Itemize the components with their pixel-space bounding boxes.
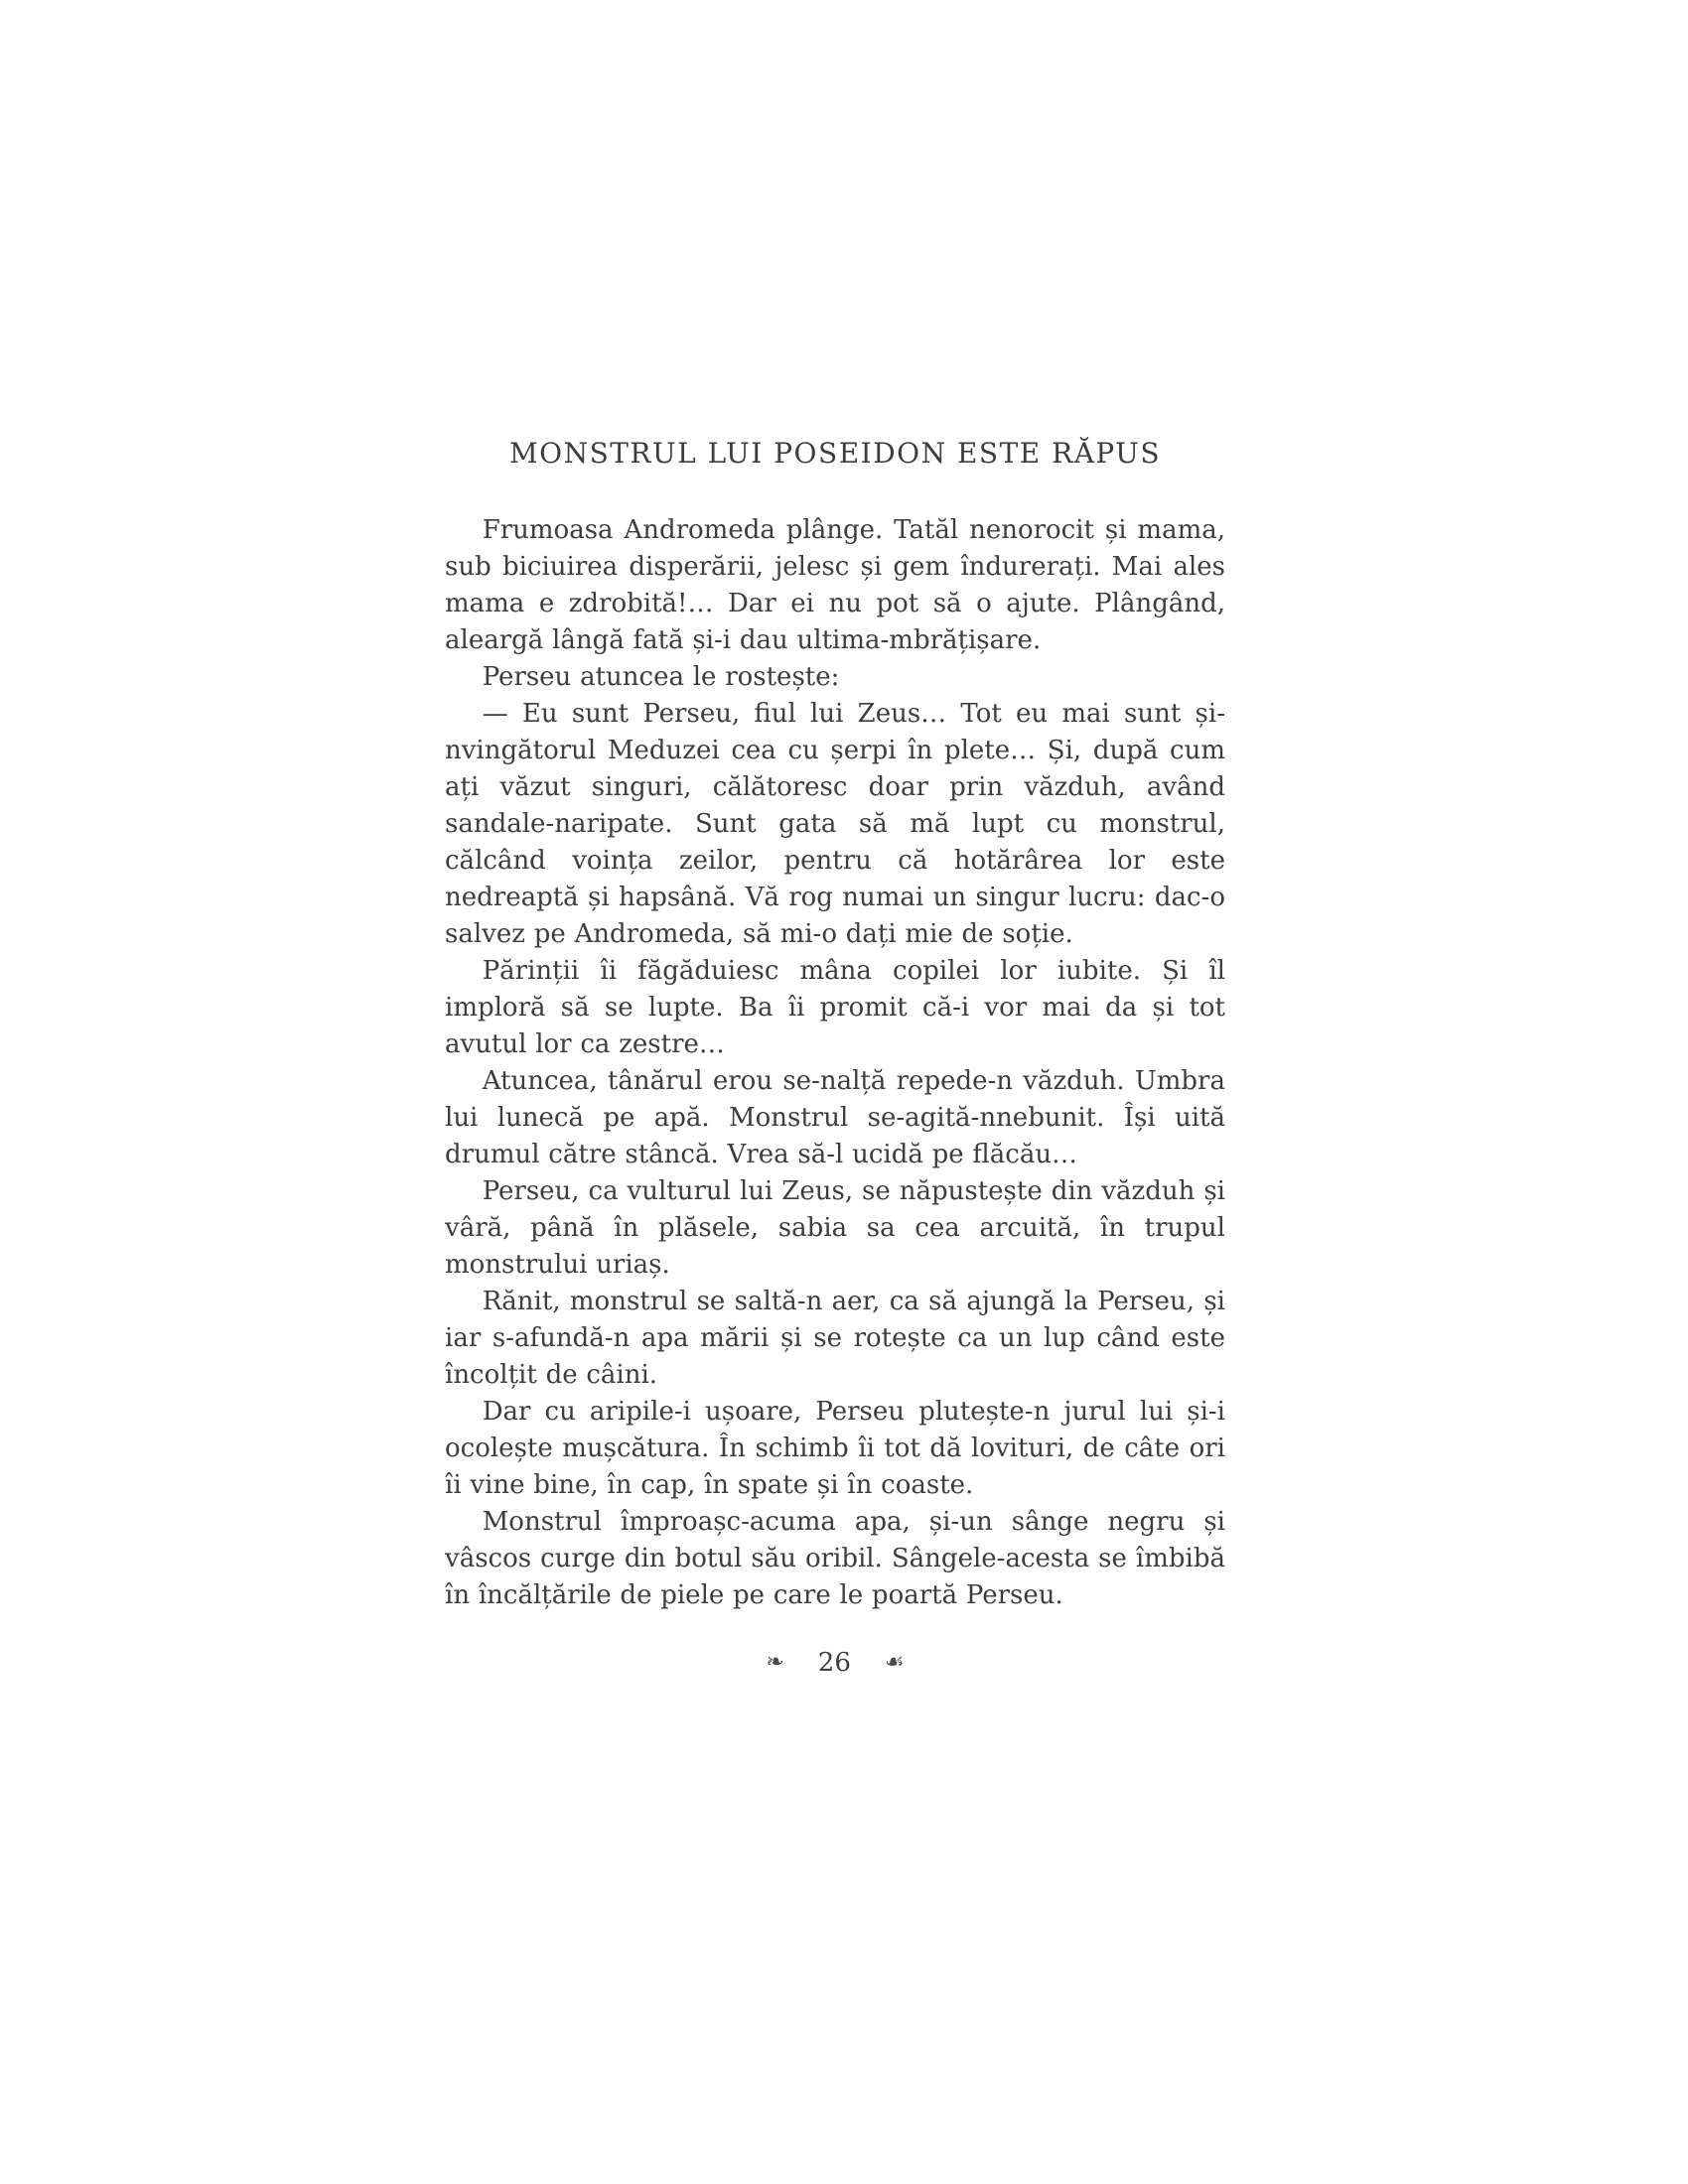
paragraph: — Eu sunt Perseu, fiul lui Zeus… Tot eu mai sunt și-nvingătorul Meduzei cea cu șerpi în plete… Și, după cum ați văzut singuri, călătoresc doar prin văzduh, având sandale-naripate. Sunt gata să mă lupt cu monstrul, călcând voința zeilor, pentru că hotărârea lor este nedreaptă și hapsână. Vă rog numai un singur lucru: dac-o salvez pe Andromeda, să mi-o dați mie de soție. <box>445 699 1225 949</box>
paragraph: Rănit, monstrul se saltă-n aer, ca să ajungă la Perseu, și iar s-afundă-n apa mării și se rotește ca un lup când este încolțit de câini. <box>445 1287 1225 1390</box>
paragraph: Frumoasa Andromeda plânge. Tatăl nenorocit și mama, sub biciuirea disperării, jelesc și gem îndurerați. Mai ales mama e zdrobită!… Dar ei nu pot să o ajute. Plângând, aleargă lângă fată și-i dau ultima-mbrățișare. <box>445 515 1225 655</box>
fleuron-right-icon: ☙ <box>884 1650 905 1675</box>
paragraph: Atuncea, tânărul erou se-nalță repede-n văzduh. Umbra lui lunecă pe apă. Monstrul se-agită-nnebunit. Își uită drumul către stâncă. Vrea să-l ucidă pe flăcău… <box>445 1066 1225 1169</box>
paragraph: Părinții îi făgăduiesc mâna copilei lor iubite. Și îl imploră să se lupte. Ba îi promit că-i vor mai da și tot avutul lor ca zestre… <box>445 956 1225 1059</box>
body-paragraphs <box>445 512 1225 1614</box>
paragraph: Monstrul împroașc-acuma apa, și-un sânge negru și vâscos curge din botul său oribil. Sângele-acesta se îmbibă în încălțările de piele pe care le poartă Perseu. <box>445 1507 1225 1610</box>
paragraph: Perseu atuncea le rostește: <box>482 662 840 692</box>
page-footer <box>445 1648 1225 1678</box>
fleuron-left-icon: ❧ <box>766 1650 784 1675</box>
text-block <box>445 435 1225 1678</box>
paragraph: Dar cu aripile-i ușoare, Perseu plutește-n jurul lui și-i ocolește mușcătura. În schimb îi tot dă lovituri, de câte ori îi vine bine, în cap, în spate și în coaste. <box>445 1397 1225 1500</box>
page-number: 26 <box>817 1648 851 1678</box>
chapter-title: MONSTRUL LUI POSEIDON ESTE RĂPUS <box>508 437 1162 470</box>
paragraph: Perseu, ca vulturul lui Zeus, se năpustește din văzduh și vâră, până în plăsele, sabia sa cea arcuită, în trupul monstrului uriaș. <box>445 1176 1225 1280</box>
